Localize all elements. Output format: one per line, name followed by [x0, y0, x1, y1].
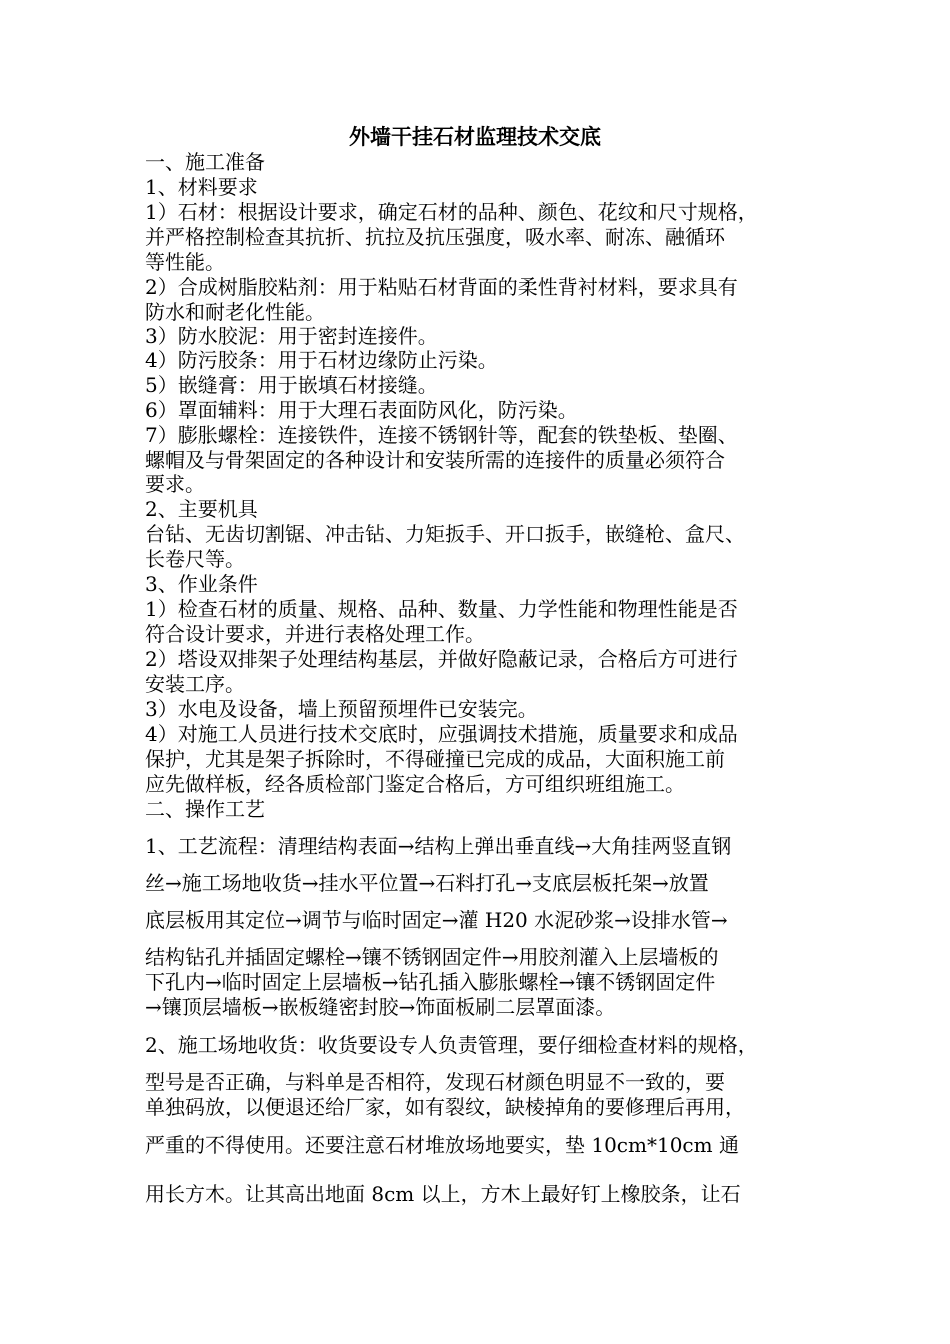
text-line: 要求。	[145, 472, 205, 496]
subheading-main-tools: 2、主要机具	[145, 497, 258, 521]
subheading-work-conditions: 3、作业条件	[145, 572, 258, 596]
text-line: 用长方木。让其高出地面 8cm 以上，方木上最好钉上橡胶条，让石	[145, 1182, 741, 1206]
text-line: 1）检查石材的质量、规格、品种、数量、力学性能和物理性能是否	[145, 597, 738, 621]
text-line: 结构钻孔并插固定螺栓→镶不锈钢固定件→用胶剂灌入上层墙板的	[145, 945, 719, 969]
section-heading-operation-process: 二、操作工艺	[145, 797, 265, 821]
subheading-material-requirements: 1、材料要求	[145, 175, 258, 199]
text-line: 单独码放，以便退还给厂家，如有裂纹，缺棱掉角的要修理后再用，	[145, 1095, 745, 1119]
text-line: 严重的不得使用。还要注意石材堆放场地要实，垫 10cm*10cm 通	[145, 1133, 739, 1157]
text-line: 2）塔设双排架子处理结构基层，并做好隐蔽记录，合格后方可进行	[145, 647, 738, 671]
text-line: 7）膨胀螺栓：连接铁件，连接不锈钢针等，配套的铁垫板、垫圈、	[145, 423, 738, 447]
text-line: 应先做样板，经各质检部门鉴定合格后，方可组织班组施工。	[145, 772, 685, 796]
text-line: 6）罩面辅料：用于大理石表面防风化，防污染。	[145, 398, 578, 422]
text-line: 符合设计要求，并进行表格处理工作。	[145, 622, 485, 646]
text-line: 下孔内→临时固定上层墙板→钻孔插入膨胀螺栓→镶不锈钢固定件	[145, 970, 716, 994]
text-line: 保护，尤其是架子拆除时，不得碰撞已完成的成品，大面积施工前	[145, 747, 725, 771]
text-line: 3）防水胶泥：用于密封连接件。	[145, 324, 438, 348]
text-line: 防水和耐老化性能。	[145, 300, 325, 324]
text-line: 型号是否正确，与料单是否相符，发现石材颜色明显不一致的，要	[145, 1070, 725, 1094]
text-line: 并严格控制检查其抗折、抗拉及抗压强度，吸水率、耐冻、融循环	[145, 225, 725, 249]
text-line: 1）石材：根据设计要求，确定石材的品种、颜色、花纹和尺寸规格，	[145, 200, 758, 224]
text-line: 3）水电及设备，墙上预留预埋件已安装完。	[145, 697, 538, 721]
text-line: 2）合成树脂胶粘剂：用于粘贴石材背面的柔性背衬材料，要求具有	[145, 275, 738, 299]
text-line: 长卷尺等。	[145, 547, 245, 571]
text-line: →镶顶层墙板→嵌板缝密封胶→饰面板刷二层罩面漆。	[145, 995, 616, 1019]
text-line: 4）防污胶条：用于石材边缘防止污染。	[145, 348, 498, 372]
text-line: 螺帽及与骨架固定的各种设计和安装所需的连接件的质量必须符合	[145, 448, 725, 472]
text-line: 安装工序。	[145, 672, 245, 696]
text-line: 4）对施工人员进行技术交底时，应强调技术措施，质量要求和成品	[145, 722, 738, 746]
text-line: 丝→施工场地收货→挂水平位置→石料打孔→支底层板托架→放置	[145, 871, 709, 895]
document-title: 外墙干挂石材监理技术交底	[349, 125, 601, 149]
text-line: 底层板用其定位→调节与临时固定→灌 H20 水泥砂浆→设排水管→	[145, 908, 728, 932]
text-line: 5）嵌缝膏：用于嵌填石材接缝。	[145, 373, 438, 397]
text-line: 1、工艺流程：清理结构表面→结构上弹出垂直线→大角挂两竖直钢	[145, 834, 732, 858]
text-line: 2、施工场地收货：收货要设专人负责管理，要仔细检查材料的规格，	[145, 1033, 758, 1057]
text-line: 等性能。	[145, 250, 225, 274]
section-heading-preparation: 一、施工准备	[145, 150, 265, 174]
text-line: 台钻、无齿切割锯、冲击钻、力矩扳手、开口扳手，嵌缝枪、盒尺、	[145, 522, 745, 546]
